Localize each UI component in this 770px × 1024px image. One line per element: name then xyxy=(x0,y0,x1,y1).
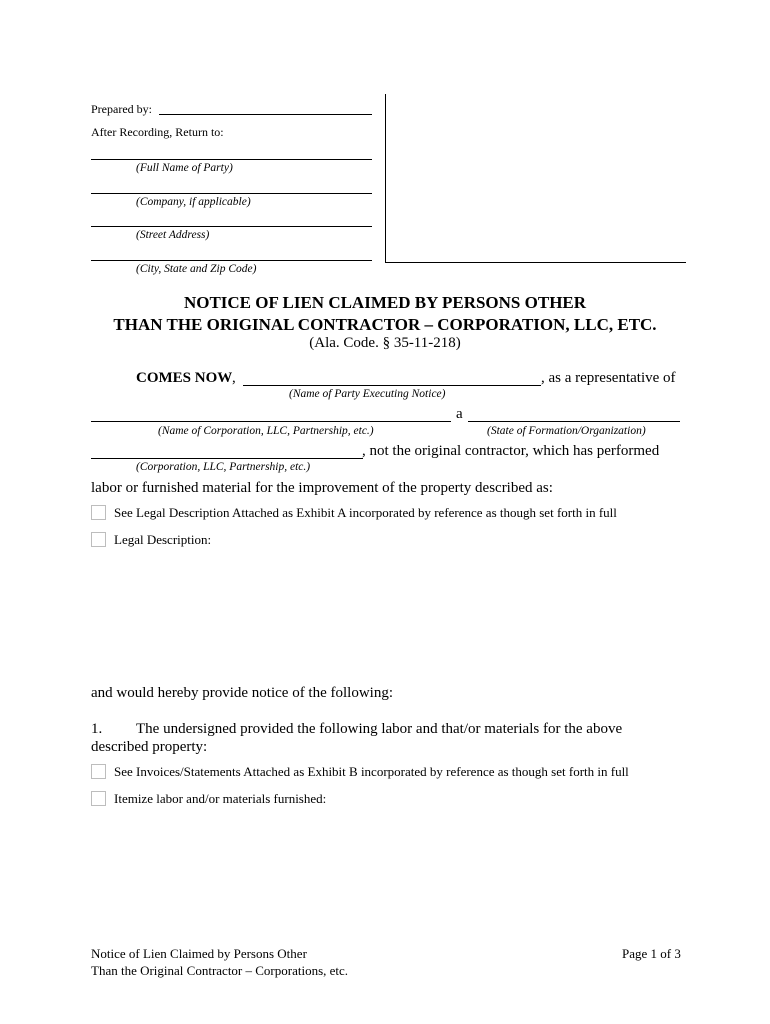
legal-description-label: Legal Description: xyxy=(114,532,212,547)
footer-line-2: Than the Original Contractor – Corporations, etc. xyxy=(91,963,349,978)
itemize-checkbox[interactable] xyxy=(91,791,106,806)
prepared-by-line[interactable] xyxy=(159,114,372,115)
company-caption: (Company, if applicable) xyxy=(136,196,251,208)
footer-line-1: Notice of Lien Claimed by Persons Other xyxy=(91,946,307,961)
city-line[interactable] xyxy=(91,260,372,261)
exhibit-a-checkbox[interactable] xyxy=(91,505,106,520)
exhibit-a-label: See Legal Description Attached as Exhibit A incorporated by reference as though set forth in full xyxy=(114,505,617,520)
party-name-line[interactable] xyxy=(243,385,541,386)
itemize-label: Itemize labor and/or materials furnished: xyxy=(114,791,327,806)
item-1-text: The undersigned provided the following labor and that/or materials for the above xyxy=(136,721,623,737)
item-1-number: 1. xyxy=(91,721,103,737)
notice-line: and would hereby provide notice of the following: xyxy=(91,685,394,701)
page-number: Page 1 of 3 xyxy=(622,946,681,961)
comes-now: COMES NOW xyxy=(136,370,233,386)
legal-description-checkbox[interactable] xyxy=(91,532,106,547)
a-word: a xyxy=(456,406,463,422)
prepared-by-label: Prepared by: xyxy=(91,102,152,116)
state-caption: (State of Formation/Organization) xyxy=(487,425,646,437)
street-line[interactable] xyxy=(91,226,372,227)
labor-line: labor or furnished material for the improvement of the property described as: xyxy=(91,480,553,496)
company-line[interactable] xyxy=(91,193,372,194)
as-representative: , as a representative of xyxy=(541,370,676,386)
street-caption: (Street Address) xyxy=(136,229,210,241)
party-name-caption: (Name of Party Executing Notice) xyxy=(289,388,446,400)
exhibit-b-checkbox[interactable] xyxy=(91,764,106,779)
city-caption: (City, State and Zip Code) xyxy=(136,263,257,275)
title-line-2: THAN THE ORIGINAL CONTRACTOR – CORPORATION, LLC, ETC. xyxy=(113,315,657,334)
comes-now-comma: , xyxy=(232,370,236,386)
recording-box-bottom xyxy=(385,262,686,263)
state-line[interactable] xyxy=(468,421,680,422)
title-line-1: NOTICE OF LIEN CLAIMED BY PERSONS OTHER xyxy=(183,293,587,312)
return-to-label: After Recording, Return to: xyxy=(91,125,224,139)
item-1-text-2: described property: xyxy=(91,739,208,755)
corporation-name-line[interactable] xyxy=(91,421,451,422)
entity-caption: (Corporation, LLC, Partnership, etc.) xyxy=(136,461,311,473)
exhibit-b-label: See Invoices/Statements Attached as Exhibit B incorporated by reference as though set forth in full xyxy=(114,764,629,779)
full-name-caption: (Full Name of Party) xyxy=(136,162,233,174)
not-original-text: , not the original contractor, which has performed xyxy=(362,443,660,459)
citation: (Ala. Code. § 35-11-218) xyxy=(309,335,461,351)
corporation-caption: (Name of Corporation, LLC, Partnership, etc.) xyxy=(158,425,374,437)
full-name-line[interactable] xyxy=(91,159,372,160)
entity-type-line[interactable] xyxy=(91,458,363,459)
recording-box-left xyxy=(385,94,386,262)
